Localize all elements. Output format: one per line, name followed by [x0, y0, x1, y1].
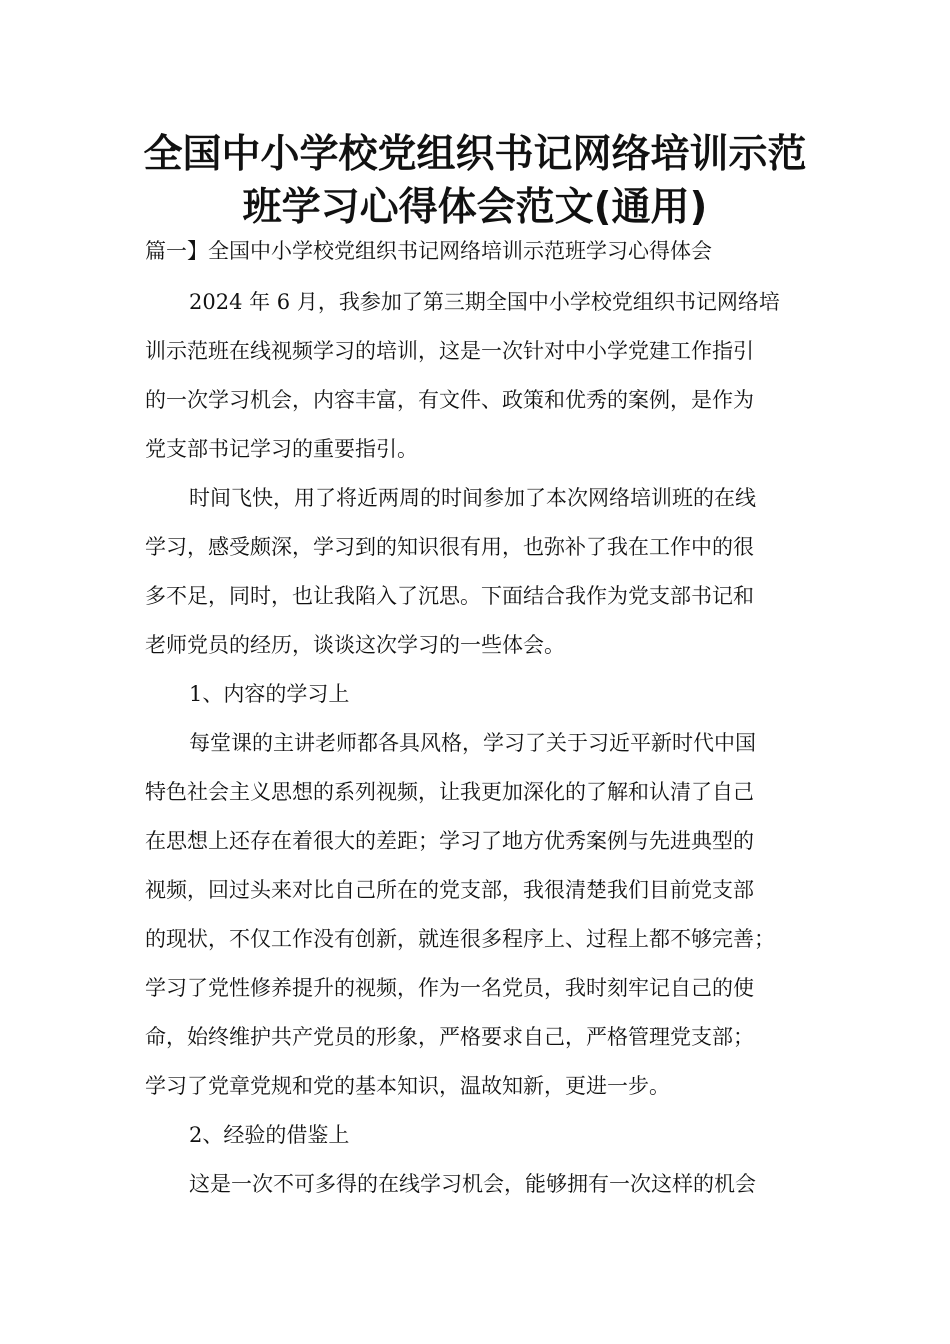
paragraph-line: 训示范班在线视频学习的培训，这是一次针对中小学党建工作指引 [145, 339, 754, 363]
title-line-2: 班学习心得体会范文(通用) [242, 185, 708, 230]
paragraph-line: 学习，感受颇深，学习到的知识很有用，也弥补了我在工作中的很 [145, 535, 754, 559]
document-title [100, 128, 850, 234]
paragraph-line: 2024 年 6 月，我参加了第三期全国中小学校党组织书记网络培 [189, 290, 780, 314]
paragraph-2 [145, 474, 815, 670]
paragraph-line: 多不足，同时，也让我陷入了沉思。下面结合我作为党支部书记和 [145, 584, 754, 608]
subheading-1 [145, 670, 815, 719]
paragraph-line: 在思想上还存在着很大的差距；学习了地方优秀案例与先进典型的 [145, 829, 754, 853]
section-heading: 篇一】全国中小学校党组织书记网络培训示范班学习心得体会 [145, 239, 712, 263]
paragraph-4 [145, 1160, 815, 1209]
paragraph-line: 党支部书记学习的重要指引。 [145, 437, 418, 461]
paragraph-line: 的一次学习机会，内容丰富，有文件、政策和优秀的案例，是作为 [145, 388, 754, 412]
paragraph-line: 这是一次不可多得的在线学习机会，能够拥有一次这样的机会 [189, 1172, 756, 1196]
subheading-2 [145, 1111, 815, 1160]
paragraph-line: 老师党员的经历，谈谈这次学习的一些体会。 [145, 633, 565, 657]
paragraph-line: 特色社会主义思想的系列视频，让我更加深化的了解和认清了自己 [145, 780, 754, 804]
paragraph-line: 命，始终维护共产党员的形象，严格要求自己，严格管理党支部； [145, 1025, 754, 1049]
paragraph-line: 每堂课的主讲老师都各具风格，学习了关于习近平新时代中国 [189, 731, 756, 755]
paragraph-line: 时间飞快，用了将近两周的时间参加了本次网络培训班的在线 [189, 486, 756, 510]
paragraph-line: 学习了党章党规和党的基本知识，温故知新，更进一步。 [145, 1074, 670, 1098]
title-line-1: 全国中小学校党组织书记网络培训示范 [143, 132, 807, 177]
paragraph-line: 的现状，不仅工作没有创新，就连很多程序上、过程上都不够完善； [145, 927, 775, 951]
paragraph-line: 学习了党性修养提升的视频，作为一名党员，我时刻牢记自己的使 [145, 976, 754, 1000]
paragraph-3 [145, 719, 815, 1111]
paragraph-1 [145, 278, 815, 474]
paragraph-line: 视频，回过头来对比自己所在的党支部，我很清楚我们目前党支部 [145, 878, 754, 902]
subheading-line: 1、内容的学习上 [189, 682, 350, 706]
subheading-line: 2、经验的借鉴上 [189, 1123, 350, 1147]
